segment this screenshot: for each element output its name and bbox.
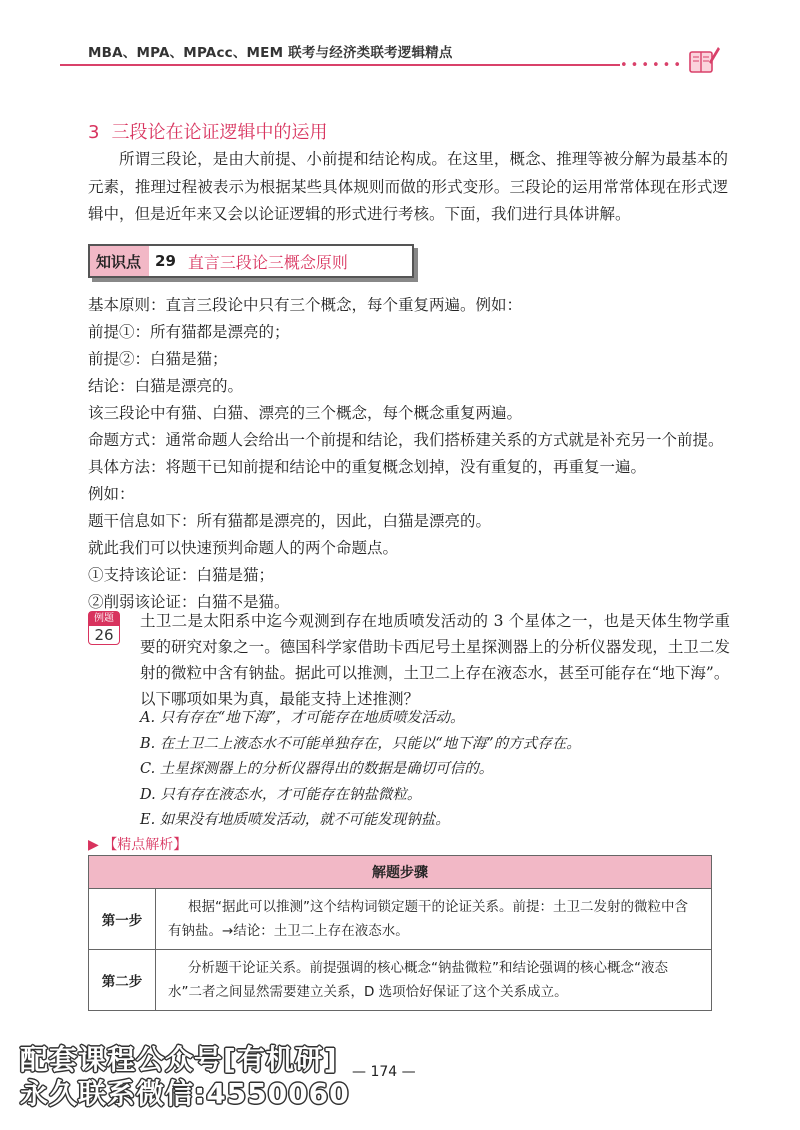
body-line: ①支持该论证：白猫是猫； [88,566,275,584]
body-line: 命题方式：通常命题人会给出一个前提和结论，我们搭桥建关系的方式就是补充另一个前提。 [88,431,724,449]
knowledge-point-box [88,244,414,278]
option-c: C. 土星探测器上的分析仪器得出的数据是确切可信的。 [140,761,494,777]
body-line: 就此我们可以快速预判命题人的两个命题点。 [88,539,399,557]
body-line: ②削弱该论证：白猫不是猫。 [88,593,290,611]
step-name: 第一步 [89,889,156,950]
triangle-marker-icon: ▶ [88,837,99,853]
table-header: 解题步骤 [89,856,712,889]
knowledge-point-title: 直言三段论三概念原则 [187,252,348,272]
body-line: 基本原则：直言三段论中只有三个概念，每个重复两遍。例如： [88,296,523,314]
step-text: 分析题干论证关系。前提强调的核心概念“钠盐微粒”和结论强调的核心概念“液态水”二者之间显然需要建立关系，D 选项恰好保证了这个关系成立。 [156,950,712,1011]
body-line: 具体方法：将题干已知前提和结论中的重复概念划掉，没有重复的，再重复一遍。 [88,458,647,476]
book-pen-icon [687,42,721,76]
table-row [89,889,712,950]
page-number: — 174 — [352,1064,416,1080]
example-stem: 土卫二是太阳系中迄今观测到存在地质喷发活动的 3 个星体之一，也是天体生物学重要的研究对象之一。德国科学家借助卡西尼号土星探测器上的分析仪器发现，土卫二发射的微粒中含有钠盐。据此可以推测，土卫二上存在液态水，甚至可能存在“地下海”。 [140,612,730,682]
step-name: 第二步 [89,950,156,1011]
example-badge [88,611,120,645]
option-e: E. 如果没有地质喷发活动，就不可能发现钠盐。 [140,812,450,828]
body-line: 结论：白猫是漂亮的。 [88,377,244,395]
body-line: 该三段论中有猫、白猫、漂亮的三个概念，每个概念重复两遍。 [88,404,523,422]
example-badge-number: 26 [94,626,114,644]
option-a: A. 只有存在“地下海”，才可能存在地质喷发活动。 [140,710,465,726]
section-heading [88,118,327,144]
knowledge-point-label: 知识点 [90,246,149,276]
section-intro: 所谓三段论，是由大前提、小前提和结论构成。在这里，概念、推理等被分解为最基本的元素，推理过程被表示为根据某些具体规则而做的形式变形。三段论的运用常常体现在形式逻辑中，但是近年来又会以论证逻辑的形式进行考核。下面，我们进行具体讲解。 [88,150,728,223]
step-text: 根据“据此可以推测”这个结构词锁定题干的论证关系。前提：土卫二发射的微粒中含有钠盐。→结论：土卫二上存在液态水。 [156,889,712,950]
watermark-line-2: 永久联系微信:4550060 [20,1077,350,1110]
solution-steps-table [88,855,712,1011]
example-question [140,608,730,712]
section-title: 三段论在论证逻辑中的运用 [111,122,328,143]
knowledge-point-number: 29 [155,252,176,270]
header-rule [60,64,620,66]
body-line: 前提②：白猫是猫； [88,350,228,368]
knowledge-point-body [88,292,728,616]
example-options [140,706,730,834]
analysis-label: 【精点解析】 [103,837,188,853]
option-b: B. 在土卫二上液态水不可能单独存在，只能以“地下海”的方式存在。 [140,735,581,752]
table-row [89,950,712,1011]
section-number: 3 [88,122,100,143]
analysis-heading [88,834,187,854]
body-line: 例如： [88,485,135,503]
example-prompt: 以下哪项如果为真，最能支持上述推测？ [140,690,420,708]
running-header-title: MBA、MPA、MPAcc、MEM 联考与经济类联考逻辑精点 [88,45,453,61]
body-line: 前提①：所有猫都是漂亮的； [88,323,290,341]
header-dots: •••••• [620,58,685,73]
body-line: 题干信息如下：所有猫都是漂亮的，因此，白猫是漂亮的。 [88,512,492,530]
watermark-line-1: 配套课程公众号[有机研] [20,1043,338,1076]
example-badge-label: 例题 [89,612,119,626]
option-d: D. 只有存在液态水，才可能存在钠盐微粒。 [140,786,422,803]
